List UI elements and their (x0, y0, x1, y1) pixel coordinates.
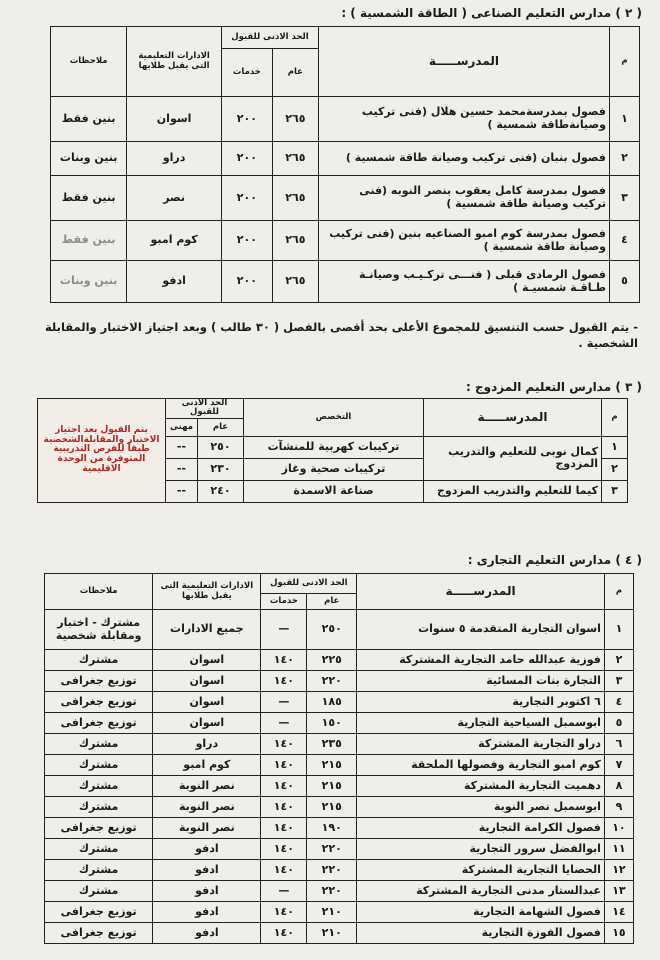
row-admin: كوم امبو (153, 755, 261, 776)
row-services: ١٤٠ (261, 860, 307, 881)
row-num: ١٤ (604, 902, 633, 923)
row-num: ٢ (604, 650, 633, 671)
row-general: ٢١٥ (307, 776, 357, 797)
row-notes: توزيع جغرافى (45, 692, 153, 713)
section4-header-num: م (604, 574, 633, 610)
row-services: ١٤٠ (261, 797, 307, 818)
row-school: ابوالفضل سرور التجارية (357, 839, 605, 860)
row-notes: توزيع جغرافى (45, 671, 153, 692)
row-school: فصول بمدرسة كامل يعقوب بنصر النوبه (فنى تركيب وصيانة طاقة شمسية ) (318, 176, 609, 221)
table-row (45, 755, 634, 776)
row-school: الحصايا التجارية المشتركة (357, 860, 605, 881)
section3-title: ( ٣ ) مدارس التعليم المزدوج : (465, 380, 642, 394)
row-notes: توزيع جغرافى (45, 902, 153, 923)
row-num: ٣ (604, 671, 633, 692)
row-num: ٤ (604, 692, 633, 713)
row-school: ابوسمبل السياحية التجارية (357, 713, 605, 734)
row-num: ١٣ (604, 881, 633, 902)
row-school: دراو التجارية المشتركة (357, 734, 605, 755)
row-num: ٣ (609, 176, 639, 221)
row-general: ٢١٠ (307, 902, 357, 923)
row-num: ٥ (609, 261, 639, 303)
row-services: ٢٠٠ (221, 261, 272, 303)
row-general: ٢٥٠ (307, 610, 357, 650)
section2-header-admins: الادارات التعليمية التى يقبل طلابها (127, 27, 222, 97)
row-general: ١٨٥ (307, 692, 357, 713)
row-notes: توزيع جغرافى (45, 923, 153, 944)
table-row (45, 650, 634, 671)
section2-title: ( ٢ ) مدارس التعليم الصناعى ( الطاقة الشمسية ) : (341, 6, 642, 20)
row-notes: توزيع جغرافى (45, 713, 153, 734)
row-services: ١٤٠ (261, 671, 307, 692)
section2-header-notes: ملاحظات (51, 27, 127, 97)
row-services: ٢٠٠ (221, 97, 272, 142)
row-services: ٢٠٠ (221, 176, 272, 221)
section4-header-general: عام (307, 594, 357, 610)
table-row (45, 818, 634, 839)
row-general: ٢٦٥ (272, 176, 318, 221)
row-num: ١٢ (604, 860, 633, 881)
row-school: فصول بمدرسةمحمد حسين هلال (فنى تركيب وصيانةطاقة شمسية ) (318, 97, 609, 142)
row-num: ٢ (609, 142, 639, 176)
row-school: دهميت التجارية المشتركة (357, 776, 605, 797)
section4-title: ( ٤ ) مدارس التعليم التجارى : (467, 553, 642, 567)
row-general: ٢٢٠ (307, 881, 357, 902)
table-row (51, 97, 640, 142)
section4-table (44, 573, 634, 944)
row-admin: اسوان (153, 692, 261, 713)
row-general: ٢٢٠ (307, 671, 357, 692)
row-general: ٢٤٠ (198, 480, 244, 502)
section4-header-notes: ملاحظات (45, 574, 153, 610)
row-vocational: -- (165, 458, 197, 480)
section2-header-school: المدرســـــة (318, 27, 609, 97)
row-notes: مشترك (45, 797, 153, 818)
row-num: ١١ (604, 839, 633, 860)
row-notes: مشترك (45, 839, 153, 860)
row-admin: نصر النوبة (153, 776, 261, 797)
row-notes: مشترك (45, 650, 153, 671)
row-num: ٦ (604, 734, 633, 755)
row-services: ١٤٠ (261, 755, 307, 776)
section4-header-services: خدمات (261, 594, 307, 610)
row-general: ٢٦٥ (272, 261, 318, 303)
row-general: ٢٦٥ (272, 97, 318, 142)
row-num: ٧ (604, 755, 633, 776)
table-row (45, 734, 634, 755)
section3-header-num: م (602, 399, 628, 437)
section2-header-general: عام (272, 49, 318, 97)
section2-note: - يتم القبول حسب التنسيق للمجموع الأعلى بحد أقصى بالفصل ( ٣٠ طالب ) وبعد اجتياز الاختبار والمقابلة الشخصية . (44, 320, 638, 350)
section3-header-min: الحد الادنى للقبول (165, 399, 243, 419)
row-num: ٢ (602, 458, 628, 480)
row-admin: نصر النوبة (153, 797, 261, 818)
row-school: التجارة بنات المسائية (357, 671, 605, 692)
section3-header-specialty: التخصص (244, 399, 424, 437)
table-row (51, 176, 640, 221)
section3-table (37, 398, 628, 503)
row-admin: ادفو (153, 881, 261, 902)
row-admin: جميع الادارات (153, 610, 261, 650)
row-services: ٢٠٠ (221, 142, 272, 176)
section3-header-vocational: مهنى (165, 418, 197, 436)
row-admin: كوم امبو (127, 221, 222, 261)
section2-table (50, 26, 640, 303)
row-services: — (261, 692, 307, 713)
table-row (45, 671, 634, 692)
row-admin: ادفو (153, 902, 261, 923)
row-admin: ادفو (153, 860, 261, 881)
table-row (45, 797, 634, 818)
row-num: ١ (604, 610, 633, 650)
row-num: ٤ (609, 221, 639, 261)
section2-header-row (51, 27, 640, 49)
row-num: ٨ (604, 776, 633, 797)
row-admin: دراو (127, 142, 222, 176)
row-school: فصول بمدرسة كوم امبو الصناعيه بنين (فنى تركيب وصيانة طاقة شمسية ) (318, 221, 609, 261)
row-num: ١ (609, 97, 639, 142)
row-general: ٢١٥ (307, 797, 357, 818)
row-general: ٢٦٥ (272, 221, 318, 261)
row-notes: بنين فقط (51, 221, 127, 261)
row-admin: اسوان (153, 713, 261, 734)
table-row (45, 839, 634, 860)
table-row (45, 776, 634, 797)
row-school: فصول بنبان (فنى تركيب وصيانة طاقة شمسية ) (318, 142, 609, 176)
row-admin: ادفو (153, 839, 261, 860)
row-notes: بنين وبنات (51, 142, 127, 176)
row-notes: مشترك (45, 734, 153, 755)
row-general: ٢١٥ (307, 755, 357, 776)
row-notes: مشترك - اختبار ومقابلة شخصية (45, 610, 153, 650)
row-school: فصول الكرامة التجارية (357, 818, 605, 839)
row-services: ١٤٠ (261, 923, 307, 944)
section2-header-num: م (609, 27, 639, 97)
row-school: فصول الشهامة التجارية (357, 902, 605, 923)
row-num: ٥ (604, 713, 633, 734)
row-vocational: -- (165, 436, 197, 458)
row-general: ١٩٠ (307, 818, 357, 839)
row-services: ٢٠٠ (221, 221, 272, 261)
section3-header-school: المدرســـــة (424, 399, 602, 437)
row-services: — (261, 881, 307, 902)
row-admin: اسوان (153, 650, 261, 671)
section2-header-services: خدمات (221, 49, 272, 97)
row-notes: توزيع جغرافى (45, 818, 153, 839)
section3-notes-cell: يتم القبول بعد اجتياز الاختبار والمقابلةالشخصية طبقاً للفرص التدريبية المتوفرة من الوحدة الاقليمية (37, 399, 165, 503)
row-general: ١٥٠ (307, 713, 357, 734)
row-school: اسوان التجارية المتقدمة ٥ سنوات (357, 610, 605, 650)
row-general: ٢٣٥ (307, 734, 357, 755)
table-row (51, 261, 640, 303)
section2-header-min: الحد الادنى للقبول (221, 27, 318, 49)
row-school: فوزية عبدالله حامد التجارية المشتركة (357, 650, 605, 671)
row-vocational: -- (165, 480, 197, 502)
table-row (51, 221, 640, 261)
table-row (51, 142, 640, 176)
row-general: ٢١٠ (307, 923, 357, 944)
row-num: ١ (602, 436, 628, 458)
row-notes: مشترك (45, 881, 153, 902)
table-row (45, 610, 634, 650)
table-row (45, 860, 634, 881)
row-specialty: صناعة الاسمدة (244, 480, 424, 502)
table-row (45, 923, 634, 944)
row-admin: نصر (127, 176, 222, 221)
section4-header-min: الحد الادنى للقبول (261, 574, 357, 594)
table-row (45, 881, 634, 902)
row-specialty: تركيبات كهربية للمنشآت (244, 436, 424, 458)
row-num: ٩ (604, 797, 633, 818)
row-services: ١٤٠ (261, 776, 307, 797)
row-school: ٦ اكتوبر التجارية (357, 692, 605, 713)
row-specialty: تركيبات صحية وغاز (244, 458, 424, 480)
row-num: ١٠ (604, 818, 633, 839)
section3-header-general: عام (198, 418, 244, 436)
row-services: ١٤٠ (261, 902, 307, 923)
table-row (45, 713, 634, 734)
row-general: ٢٣٠ (198, 458, 244, 480)
section4-header-school: المدرســـــة (357, 574, 605, 610)
row-services: ١٤٠ (261, 818, 307, 839)
row-admin: اسوان (153, 671, 261, 692)
section4-header-admins: الادارات التعليمية التى يقبل طلابها (153, 574, 261, 610)
table-row (45, 902, 634, 923)
row-num: ١٥ (604, 923, 633, 944)
row-notes: بنين وبنات (51, 261, 127, 303)
row-notes: بنين فقط (51, 97, 127, 142)
row-num: ٣ (602, 480, 628, 502)
row-admin: اسوان (127, 97, 222, 142)
row-services: ١٤٠ (261, 839, 307, 860)
row-services: ١٤٠ (261, 734, 307, 755)
row-school: كمال نوبى للتعليم والتدريب المزدوج (424, 436, 602, 480)
row-school: فصول الرمادى قبلى ( فنـــى تركـيـب وصيانـة طـاقـة شمسيـة ) (318, 261, 609, 303)
row-school: كيما للتعليم والتدريب المزدوج (424, 480, 602, 502)
row-notes: مشترك (45, 860, 153, 881)
row-admin: دراو (153, 734, 261, 755)
row-general: ٢٦٥ (272, 142, 318, 176)
row-admin: ادفو (127, 261, 222, 303)
row-services: ١٤٠ (261, 650, 307, 671)
row-admin: نصر النوبة (153, 818, 261, 839)
row-notes: مشترك (45, 776, 153, 797)
row-school: عبدالستار مدنى التجارية المشتركة (357, 881, 605, 902)
row-general: ٢٢٠ (307, 839, 357, 860)
row-school: كوم امبو التجارية وفصولها الملحقة (357, 755, 605, 776)
row-school: فصول الفوزة التجارية (357, 923, 605, 944)
row-services: — (261, 610, 307, 650)
row-notes: بنين فقط (51, 176, 127, 221)
row-school: ابوسمبل نصر النوبة (357, 797, 605, 818)
table-row (45, 692, 634, 713)
row-services: — (261, 713, 307, 734)
row-admin: ادفو (153, 923, 261, 944)
row-general: ٢٢٠ (307, 860, 357, 881)
row-general: ٢٢٥ (307, 650, 357, 671)
row-general: ٢٥٠ (198, 436, 244, 458)
row-notes: مشترك (45, 755, 153, 776)
